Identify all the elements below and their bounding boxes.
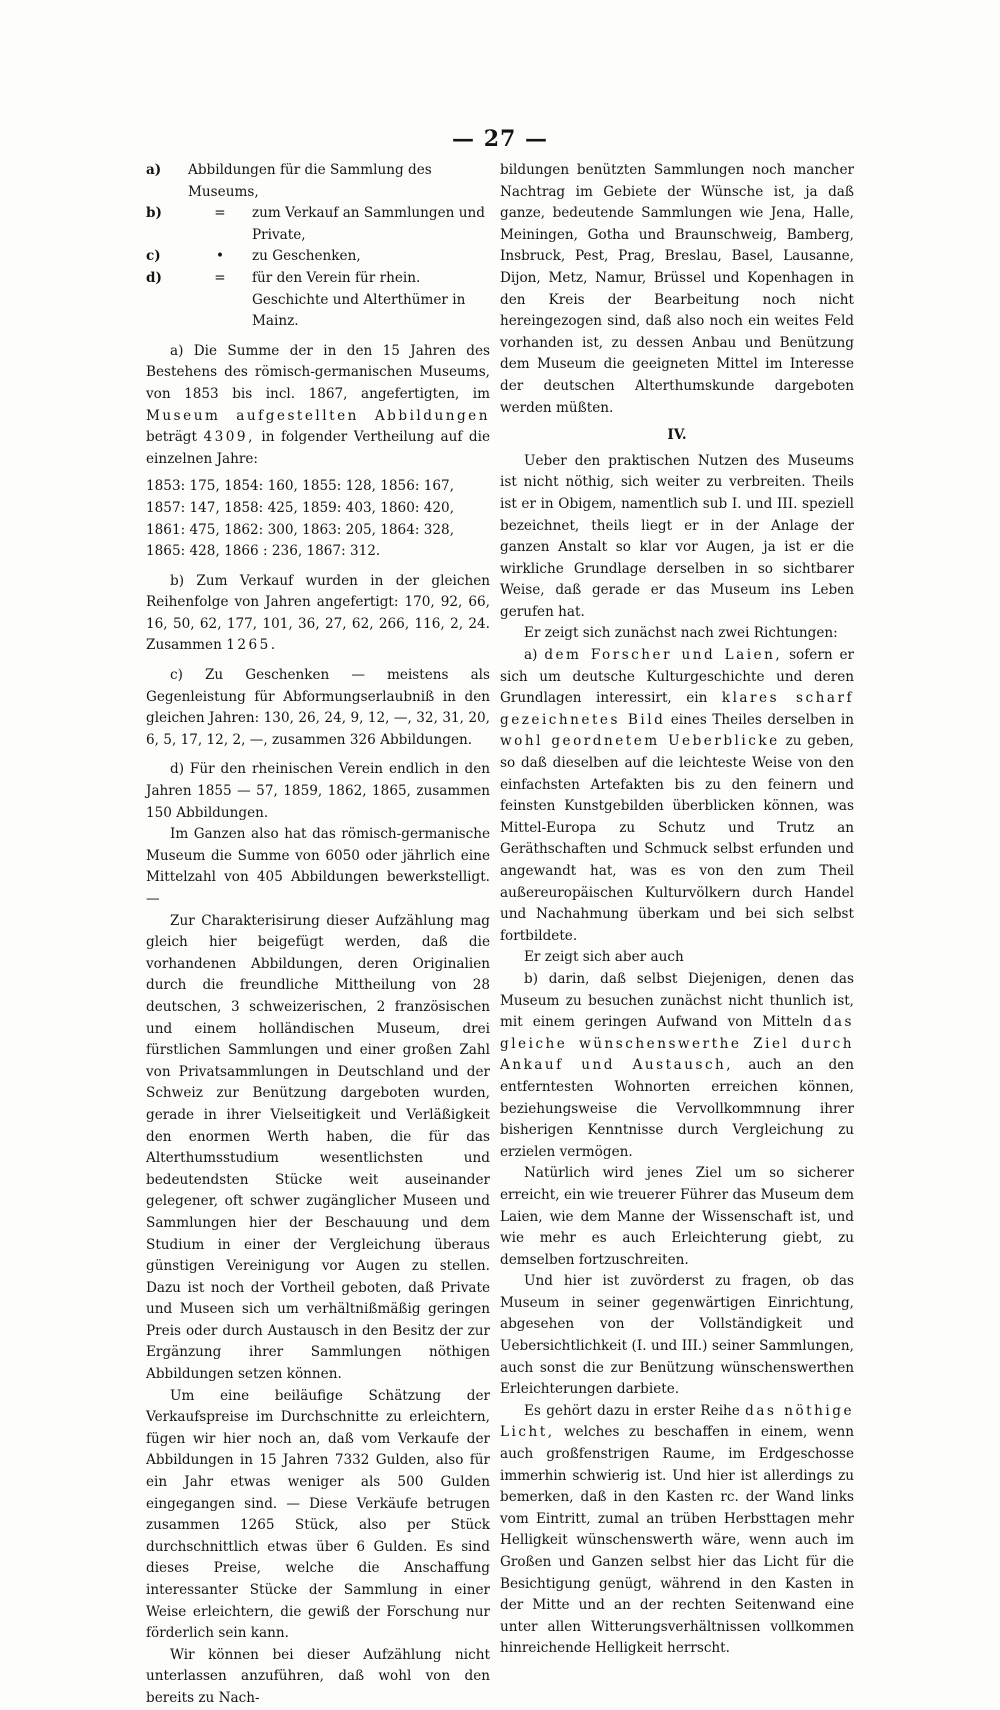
page-number: — 27 —	[452, 126, 548, 152]
paragraph-continuation: bildungen benützten Sammlungen noch mancher Nachtrag im Gebiete der Wünsche ist, ja daß ganze, bedeutende Sammlungen wie Jena, Halle, Meiningen, Gotha und Braunschweig, Bamberg, Insbruck, Pest, Prag, Breslau, Basel, Lausanne, Dijon, Metz, Namur, Brüssel und Kopenhagen in den Kreis der Bearbeitung noch nicht hereingezogen sind, daß also noch ein weites Feld vorhanden ist, zu dessen Anbau und Benützung dem Museum die geeigneten Mittel im Interesse der deutschen Alterthumskunde dargeboten werden müßten.	[500, 162, 854, 416]
paragraph-prices: Um eine beiläufige Schätzung der Verkaufspreise im Durchschnitte zu erleichtern, fügen wir hier noch an, daß vom Verkaufe der Abbildungen in 15 Jahren 7332 Gulden, also für ein Jahr etwas weniger als 500 Gulden eingegangen sind. — Diese Verkäufe betrugen zusammen 1265 Stück, also per Stück durchschnittlich etwas über 6 Gulden. Es sind dieses Preise, welche die Anschaffung interessanter Stücke der Sammlung in einer Weise erleichtern, die gewiß der Forschung nur förderlich sein kann.	[146, 1387, 490, 1642]
year-line: 1865: 428, 1866 : 236, 1867: 312.	[146, 543, 381, 560]
category-list	[146, 160, 490, 333]
paragraph-also: Er zeigt sich aber auch	[524, 949, 684, 966]
list-item	[146, 203, 490, 246]
list-item	[146, 160, 490, 203]
year-line: 1853: 175, 1854: 160, 1855: 128, 1856: 167,	[146, 478, 455, 495]
list-text: zum Verkauf an Sammlungen und Private,	[252, 205, 485, 243]
paragraph-direction-b: b) darin, daß selbst Diejenigen, denen das Museum zu besuchen zunächst nicht thunlich ist, mit einem geringen Aufwand von Mitteln das gleiche wünschenswerthe Ziel durch Ankauf und Austausch, auch an den entferntesten Wohnorten erreichen können, beziehungsweise die Vervollkommnung ihrer bisherigen Kenntnisse durch Vergleichung zu erzielen vermögen.	[500, 970, 855, 1160]
section-heading: IV.	[667, 427, 687, 444]
list-text: Abbildungen für die Sammlung des Museums,	[188, 162, 432, 200]
paragraph-use: Ueber den praktischen Nutzen des Museums ist nicht nöthig, sich weiter zu verbreiten. Theils ist er in Obigem, namentlich sub I. und III. speziell bezeichnet, theils liegt er in der Anlage der ganzen Anstalt so klar vor Augen, ja ist er die wirkliche Grundlage derselben in so sichtbarer Weise, daß gerade er das Museum ins Leben gerufen hat.	[500, 452, 854, 620]
paragraph-a: a) Die Summe der in den 15 Jahren des Bestehens des römisch-germanischen Museums, von 1853 bis incl. 1867, angefertigten, im Museum aufgestellten Abbildungen beträgt 4309, in folgender Vertheilung auf die einzelnen Jahre:	[146, 342, 490, 467]
paragraph-direction-a: a) dem Forscher und Laien, sofern er sich um deutsche Kulturgeschichte und deren Grundlagen interessirt, ein klares scharf gezeichnetes Bild eines Theiles derselben in wohl geordnetem Ueberblicke zu geben, so daß dieselben auf die leichteste Weise von den einfachsten Artefakten bis zu den feinern und feinsten Kunstgebilden überblicken können, was Mittel-Europa zu Schutz und Trutz an Geräthschaften und Schmuck selbst erfunden und angewandt hat, was es von den zum Theil außereuropäischen Kulturvölkern durch Handel und Nachahmung überkam und bei sich selbst fortbildete.	[500, 647, 855, 944]
left-column	[146, 160, 490, 1710]
list-letter: d)	[146, 269, 162, 286]
list-item	[146, 268, 490, 333]
ditto-mark: •	[215, 248, 225, 265]
paragraph-light: Es gehört dazu in erster Reihe das nöthige Licht, welches zu beschaffen in einem, wenn auch großfenstrigen Raume, im Erdgeschosse immerhin schwierig ist. Und hier ist allerdings zu bemerken, daß in den Kasten rc. der Wand links vom Eintritt, zumal an trüben Herbsttagen mehr Helligkeit wünschenswerth wäre, wenn auch im Großen und Ganzen selbst hier das Licht für die Besichtigung genügt, während in den Kasten in der Mitte und an der rechten Seitenwand eine unter allen Witterungsverhältnissen vollkommen hinreichende Helligkeit herrscht.	[500, 1402, 854, 1657]
year-line: 1857: 147, 1858: 425, 1859: 403, 1860: 420,	[146, 499, 455, 516]
ditto-mark: =	[214, 269, 226, 286]
paragraph-directions: Er zeigt sich zunächst nach zwei Richtungen:	[524, 625, 838, 642]
list-letter: a)	[146, 162, 162, 178]
paragraph-characterization: Zur Charakterisirung dieser Aufzählung mag gleich hier beigefügt werden, daß die vorhandenen Abbildungen, deren Originalien durch die freundliche Mittheilung von 28 deutschen, 3 schweizerischen, 2 französischen und einem holländischen Museum, drei fürstlichen Sammlungen und einer großen Zahl von Privatsammlungen in Deutschland und der Schweiz zur Benützung dargeboten wurden, gerade in ihrer Vielseitigkeit und Verläßigkeit den enormen Werth haben, die für das Alterthumsstudium wesentlichsten und bedeutendsten Stücke weit auseinander gelegener, oft schwer zugänglicher Museen und Sammlungen hier der Beschauung und dem Studium in einer der Vergleichung überaus günstigen Vereinigung vor Augen zu stellen. Dazu ist noch der Vortheil geboten, daß Private und Museen sich um verhältnißmäßig geringen Preis oder durch Austausch in den Besitz der zur Ergänzung ihrer Sammlungen nöthigen Abbildungen setzen können.	[146, 912, 490, 1383]
right-column	[500, 160, 854, 1660]
paragraph-c: c) Zu Geschenken — meistens als Gegenleistung für Abformungserlaubniß in den gleichen Jahren: 130, 26, 24, 9, 12, —, 32, 31, 20, 6, 5, 17, 12, 2, —, zusammen 326 Abbildungen.	[146, 667, 490, 748]
list-text: zu Geschenken,	[252, 248, 361, 265]
paragraph-naturally: Natürlich wird jenes Ziel um so sicherer erreicht, ein wie treuerer Führer das Museum dem Laien, wie dem Manne der Wissenschaft ist, und wie mehr es auch Erleichterung giebt, zu demselben fortzuschreiten.	[500, 1165, 854, 1268]
list-item	[146, 246, 490, 268]
list-letter: c)	[146, 248, 161, 265]
list-text: für den Verein für rhein. Geschichte und Alterthümer in Mainz.	[252, 269, 466, 330]
paragraph-closing: Wir können bei dieser Aufzählung nicht unterlassen anzuführen, daß wohl von den bereits zu Nach-	[146, 1646, 490, 1706]
paragraph-d: d) Für den rheinischen Verein endlich in den Jahren 1855 — 57, 1859, 1862, 1865, zusammen 150 Abbildungen.	[146, 761, 490, 821]
paragraph-total: Im Ganzen also hat das römisch-germanische Museum die Summe von 6050 oder jährlich eine Mittelzahl von 405 Abbildungen bewerkstelligt. —	[146, 826, 490, 907]
paragraph-question: Und hier ist zuvörderst zu fragen, ob das Museum in seiner gegenwärtigen Einrichtung, abgesehen von der Vollständigkeit und Uebersichtlichkeit (I. und III.) seiner Sammlungen, auch sonst die zur Benützung wünschenswerthen Erleichterungen darbiete.	[500, 1273, 854, 1398]
year-counts	[146, 476, 490, 562]
ditto-mark: =	[214, 205, 226, 222]
year-line: 1861: 475, 1862: 300, 1863: 205, 1864: 328,	[146, 521, 455, 538]
list-letter: b)	[146, 205, 162, 222]
paragraph-b: b) Zum Verkauf wurden in der gleichen Reihenfolge von Jahren angefertigt: 170, 92, 66, 16, 50, 62, 177, 101, 36, 27, 62, 266, 116, 2, 24. Zusammen 1265.	[146, 572, 490, 654]
